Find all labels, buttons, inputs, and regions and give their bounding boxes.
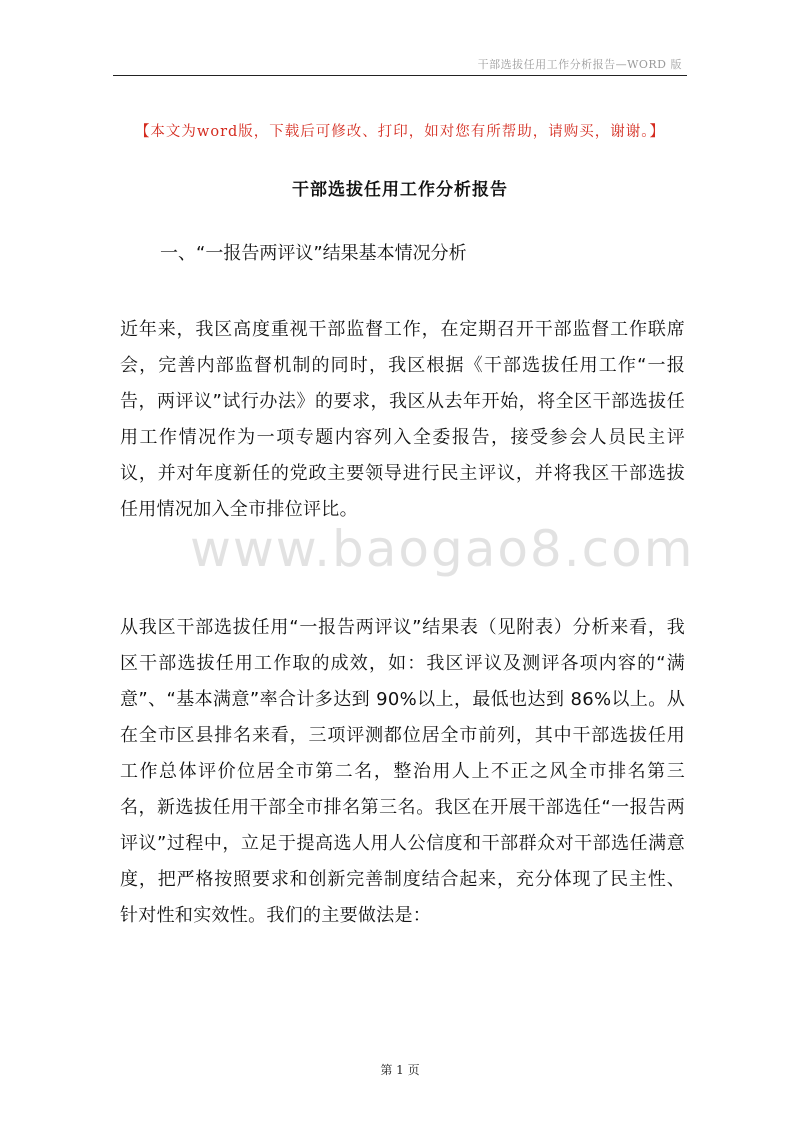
body-paragraph-2: 从我区干部选拔任用“一报告两评议”结果表（见附表）分析来看，我区干部选拔任用工作取的成效，如：我区评议及测评各项内容的“满意”、“基本满意”率合计多达到 90%以上，最低也达到 86%以上。从在全市区县排名来看，三项评测都位居全市前列，其中干部选拔任用工作总体评价位居全市第二名，整治用人上不正之风全市排名第三名，新选拔任用干部全市排名第三名。我区在开展干部选任“一报告两评议”过程中，立足于提高选人用人公信度和干部群众对干部选任满意度，把严格按照要求和创新完善制度结合起来，充分体现了民主性、针对性和实效性。我们的主要做法是： xyxy=(120,617,685,926)
header-divider xyxy=(113,75,687,76)
document-title: 干部选拔任用工作分析报告 xyxy=(292,180,508,200)
watermark: www.baogao8.com xyxy=(190,520,695,578)
download-notice: 【本文为word版，下载后可修改、打印，如对您有所帮助，请购买，谢谢。】 xyxy=(134,124,666,140)
running-header: 干部选拔任用工作分析报告—WORD 版 xyxy=(477,58,682,71)
body-paragraph-1: 近年来，我区高度重视干部监督工作，在定期召开干部监督工作联席会，完善内部监督机制的同时，我区根据《干部选拔任用工作“一报告，两评议”试行办法》的要求，我区从去年开始，将全区干部选拔任用工作情况作为一项专题内容列入全委报告，接受参会人员民主评议，并对年度新任的党政主要领导进行民主评议，并将我区干部选拔任用情况加入全市排位评比。 xyxy=(120,319,685,520)
section-heading: 一、“一报告两评议”结果基本情况分析 xyxy=(160,243,467,264)
page-number: 第 1 页 xyxy=(380,1063,420,1077)
